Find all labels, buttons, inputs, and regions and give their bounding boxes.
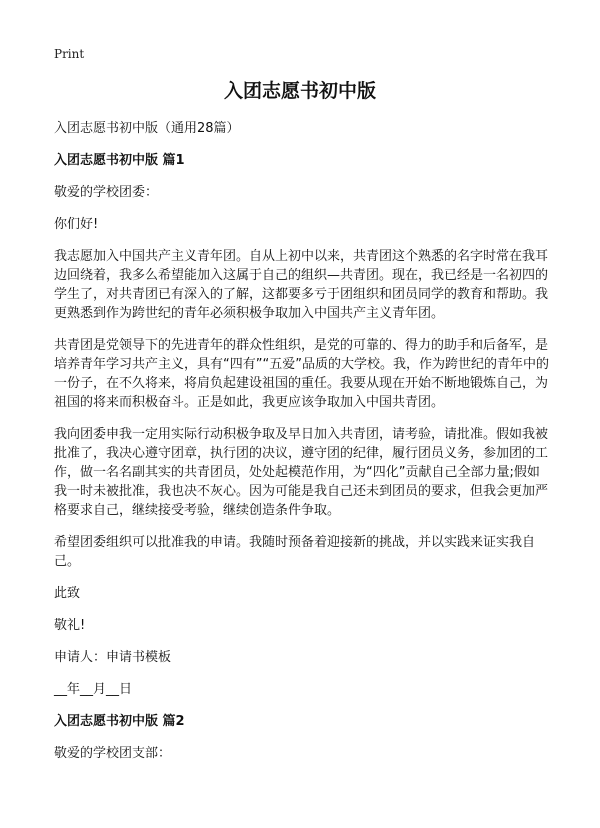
document-subtitle: 入团志愿书初中版（通用28篇） (54, 121, 240, 136)
section-2-salutation: 敬爱的学校团支部： (54, 746, 172, 761)
document-body (54, 119, 550, 776)
section-1-paragraph: 共青团是党领导下的先进青年的群众性组织，是党的可靠的、得力的助手和后备军，是培养青年学习共产主义，具有“四有”“五爱”品质的大学校。我，作为跨世纪的青年中的一份子，在不久将来，将肩负起建设祖国的重任。我要从现在开始不断地锻炼自己，为祖国的将来而积极奋斗。正是如此，我更应该争取加入中国共青团。 (54, 338, 549, 410)
section-1-paragraph: 我向团委申我一定用实际行动积极争取及早日加入共青团，请考验，请批准。假如我被批准了，我决心遵守团章，执行团的决议，遵守团的纪律，履行团员义务，参加团的工作，做一名名副其实的共青团员，处处起模范作用，为“四化”贡献自己全部力量;假如我一时未被批准，我也决不灰心。因为可能是我自己还未到团员的要求，但我会更加严格要求自己，继续接受考验，继续创造条件争取。 (54, 427, 549, 518)
section-1-greeting: 你们好! (54, 217, 99, 232)
section-1-paragraph: 希望团委组织可以批准我的申请。我随时预备着迎接新的挑战，并以实践来证实我自己。 (54, 535, 536, 569)
section-2-heading: 入团志愿书初中版 篇2 (54, 714, 185, 729)
section-1-closing-respect: 敬礼! (54, 618, 86, 633)
section-1-salutation: 敬爱的学校团委： (54, 185, 159, 200)
section-1-closing-salute: 此致 (54, 586, 81, 601)
section-1-heading: 入团志愿书初中版 篇1 (54, 153, 185, 168)
print-label: Print (54, 47, 85, 61)
section-1-paragraph: 我志愿加入中国共产主义青年团。自从上初中以来，共青团这个熟悉的名字时常在我耳边回绕着，我多么希望能加入这属于自己的组织—共青团。现在，我已经是一名初四的学生了，对共青团已有深入的了解，这都要多亏于团组织和团员同学的教育和帮助。我更熟悉到作为跨世纪的青年必须积极争取加入中国共产主义青年团。 (54, 249, 549, 321)
document-title: 入团志愿书初中版 (223, 80, 376, 102)
section-1-applicant: 申请人：申请书模板 (54, 650, 172, 665)
section-1-date-line: __年__月__日 (54, 682, 133, 697)
